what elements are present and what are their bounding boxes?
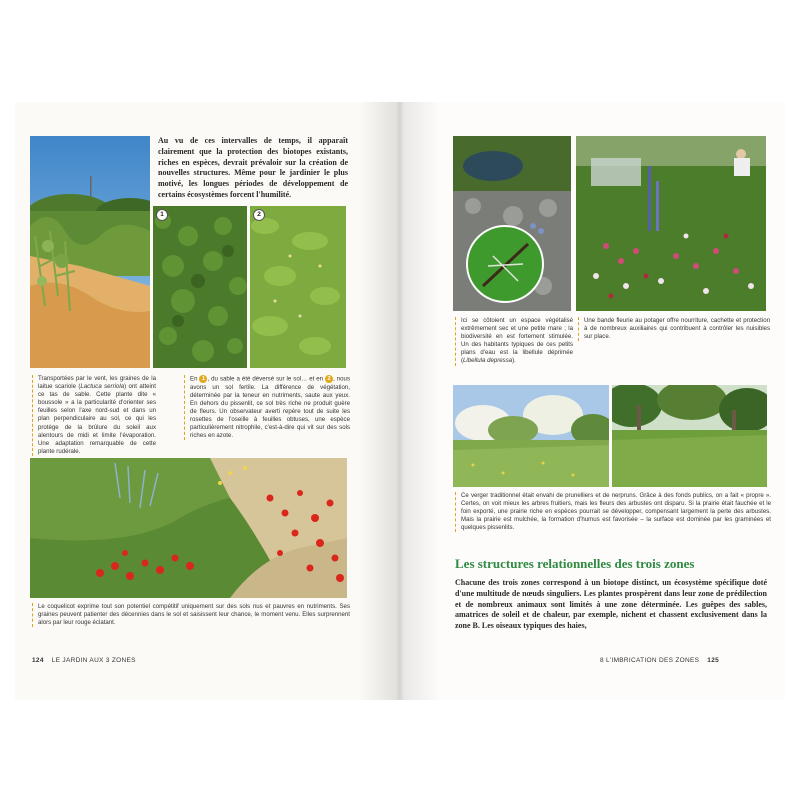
caption-poppy: Le coquelicot exprime tout son potentiel compétitif uniquement sur des sols nus et pauvres en nutriments. Ses graines peuvent patienter des décennies dans le sol et saisissent leur chance, le moment venu. Elles surprennent alors par leur rouge éclatant. bbox=[32, 603, 350, 627]
caption-soil-comparison: En 1 , du sable a été déversé sur le sol… et en 2 , nous avons un sol fertile. La différence de végétation, déterminée par la teneur en nutriments, saute aux yeux. En dehors du pissenlit, ce sol très riche ne produit guère de fleurs. Un observateur averti repère tout de suite les rosettes de l'oseille à feuilles obtuses, une espèce particulièrement nitrophile, c'est-à-dire qui vit sur des sols riches en azote. bbox=[184, 375, 350, 440]
photo-orchard-left bbox=[453, 385, 609, 487]
body-paragraph: Chacune des trois zones correspond à un biotope distinct, un écosystème spécifique doté d'une multitude de nœuds singuliers. Les plantes prospèrent dans leur zone de prédilection et de nombreux animaux sont limités à une zone déterminée. Les guêpes des sables, amatrices de soleil et de chaleur, par exemple, nichent et chassent exclusivement dans la zone B. Les oiseaux typiques des haies, bbox=[455, 578, 767, 631]
inline-marker-2: 2 bbox=[325, 375, 333, 383]
caption-orchard: Ce verger traditionnel était envahi de prunelliers et de nerpruns. Grâce à des fonds publics, on a fait « propre ». Certes, on voit mieux les arbres fruitiers, mais les fleurs des arbustes ont disparu. Si la prairie était fauchée et le foin exporté, une prairie riche en espèces pourrait se développer, compensant largement la perte des arbustes. Mais la prairie est mulchée, la formation d'humus est favorisée – la surface est dominée par les graminées et quelques pissenlits. bbox=[455, 492, 771, 532]
page-number-left: 124 bbox=[32, 657, 44, 664]
photo-flower-strip bbox=[576, 136, 766, 311]
photo-marker-2: 2 bbox=[253, 209, 265, 221]
caption-lettuce: Transportées par le vent, les graines de la laitue scariole (Lactuca serriola) ont atteint ce tas de sable. Cette plante dite « boussole » a la particularité d'orienter ses feuilles selon l'axe nord-sud et dans un plan perpendiculaire au sol, ce qui les protège de la brûlure du soleil aux alentours de midi et limite l'évaporation. Une adaptation remarquable de cette plante rudérale. bbox=[32, 375, 156, 456]
photo-lettuce-sandpile bbox=[30, 136, 150, 368]
book-gutter-shadow bbox=[360, 102, 440, 700]
photo-marker-1: 1 bbox=[156, 209, 168, 221]
photo-poppies bbox=[30, 458, 347, 598]
running-head-left: LE JARDIN AUX 3 ZONES bbox=[51, 657, 136, 664]
section-heading: Les structures relationnelles des trois zones bbox=[455, 556, 695, 571]
caption-pond: Ici se côtoient un espace végétalisé extrêmement sec et une petite mare ; la biodiversité en est fortement stimulée. Un des habitants typiques de ces petits plans d'eau est la libellule déprimée (Libellula depressa). bbox=[455, 317, 573, 366]
photo-orchard-right bbox=[612, 385, 767, 487]
photo-fertile-soil bbox=[250, 206, 346, 368]
caption-flower-strip: Une bande fleurie au potager offre nourriture, cachette et protection à de nombreux auxiliaires qui contribuent à contrôler les nuisibles sur place. bbox=[578, 317, 770, 341]
intro-paragraph: Au vu de ces intervalles de temps, il apparaît clairement que la protection des biotopes existants, riches en espèces, devrait prévaloir sur la création de nouvelles structures. Même pour le jardinier le plus motivé, les longues périodes de développement de certains écosystèmes forcent l'humilité. bbox=[158, 136, 348, 199]
folio-right bbox=[600, 657, 727, 664]
page-number-right: 125 bbox=[707, 657, 720, 664]
photo-sand-soil bbox=[153, 206, 247, 368]
photo-pond-dragonfly bbox=[453, 136, 571, 311]
inline-marker-1: 1 bbox=[199, 375, 207, 383]
running-head-right: 8 L'IMBRICATION DES ZONES bbox=[600, 657, 700, 664]
folio-left bbox=[32, 657, 136, 664]
